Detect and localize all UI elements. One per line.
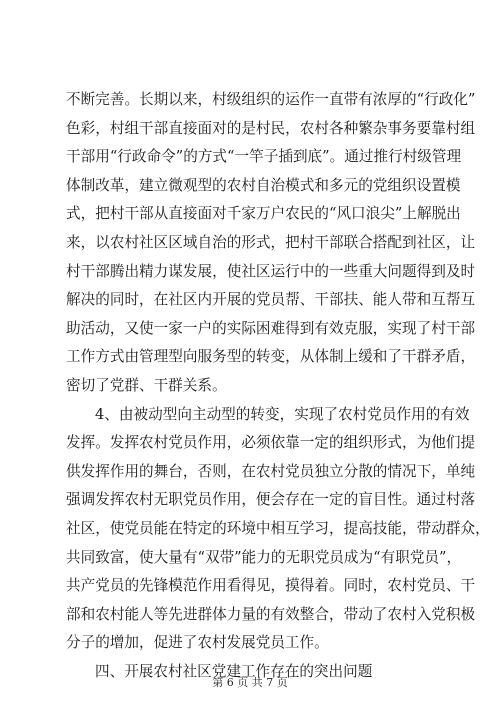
text-line: 助 活 动 ， 又 使 一 家 一 户 的 实 际 困 难 得 到 有 效 克 服 ， 实 现 了 村 干 部 — [66, 319, 476, 337]
text-line: 分子的增加，促进了农村发展党员工作。 — [66, 634, 329, 652]
text-line: 色 彩 ， 村 组 干 部 直 接 面 对 的 是 村 民 ， 农 村 各 种 繁 杂 事 务 要 靠 村 组 — [66, 119, 476, 137]
text-line: 部 和 农 村 能 人 等 先 进 群 体 力 量 的 有 效 整 合 ， 带 动 了 农 村 入 党 积 极 — [66, 605, 476, 623]
text-line: 工 作 方 式 由 管 理 型 向 服 务 型 的 转 变 ， 从 体 制 上 缓 和 了 干 群 矛 盾 ， — [66, 348, 476, 366]
text-line: 4 、 由 被 动 型 向 主 动 型 的 转 变 ， 实 现 了 农 村 党 员 作 用 的 有 效 — [95, 405, 470, 423]
text-line: 不 断 完 善 。 长 期 以 来 ， 村 级 组 织 的 运 作 一 直 带 有 浓 厚 的 “ 行 政 化 ” — [66, 91, 476, 108]
text-line: 式 ， 把 村 干 部 从 直 接 面 对 千 家 万 户 农 民 的 “ 风 口 浪 尖 ” 上 解 脱 出 — [66, 205, 461, 223]
text-line: 发 挥 。 发 挥 农 村 党 员 作 用 ， 必 须 依 靠 一 定 的 组 织 形 式 ， 为 他 们 提 — [66, 434, 476, 452]
text-line: 体 制 改 革 ， 建 立 微 观 型 的 农 村 自 治 模 式 和 多 元 的 党 组 织 设 置 模 — [66, 176, 461, 194]
page-footer: 第 6 页 共 7 页 — [212, 676, 288, 689]
text-line: 密切了党群、干群关系。 — [66, 376, 227, 394]
text-line: 干 部 用 “ 行 政 命 令 ” 的 方 式 “ 一 竿 子 插 到 底 ” 。 通 过 推 行 村 级 管 理 — [66, 148, 462, 166]
text-line: 共 同 致 富 ， 使 大 量 有 “ 双 带 ” 能 力 的 无 职 党 员 成 为 “ 有 职 党 员 ” ， — [66, 548, 462, 566]
text-line: 解 决 的 同 时 ， 在 社 区 内 开 展 的 党 员 帮 、 干 部 扶 、 能 人 带 和 互 帮 互 — [66, 291, 476, 309]
text-line: 来 ， 以 农 村 社 区 区 域 自 治 的 形 式 ， 把 村 干 部 联 合 搭 配 到 社 区 ， 让 — [66, 233, 476, 251]
text-line: 共 产 党 员 的 先 锋 模 范 作 用 看 得 见 ， 摸 得 着 。 同 时 ， 农 村 党 员 、 干 — [66, 577, 476, 595]
text-line: 村 干 部 腾 出 精 力 谋 发 展 ， 使 社 区 运 行 中 的 一 些 重 大 问 题 得 到 及 时 — [66, 262, 476, 280]
text-line: 四、开展农村社区党建工作存在的突出问题 — [95, 662, 373, 680]
text-line: 社 区 ， 使 党 员 能 在 特 定 的 环 境 中 相 互 学 习 ， 提 高 技 能 ， 带 动 群 众 ， — [66, 519, 490, 537]
text-line: 供 发 挥 作 用 的 舞 台 ， 否 则 ， 在 农 村 党 员 独 立 分 散 的 情 况 下 ， 单 纯 — [66, 462, 476, 480]
text-line: 强 调 发 挥 农 村 无 职 党 员 作 用 ， 便 会 存 在 一 定 的 盲 目 性 。 通 过 村 落 — [66, 491, 476, 509]
body-text — [66, 86, 490, 686]
